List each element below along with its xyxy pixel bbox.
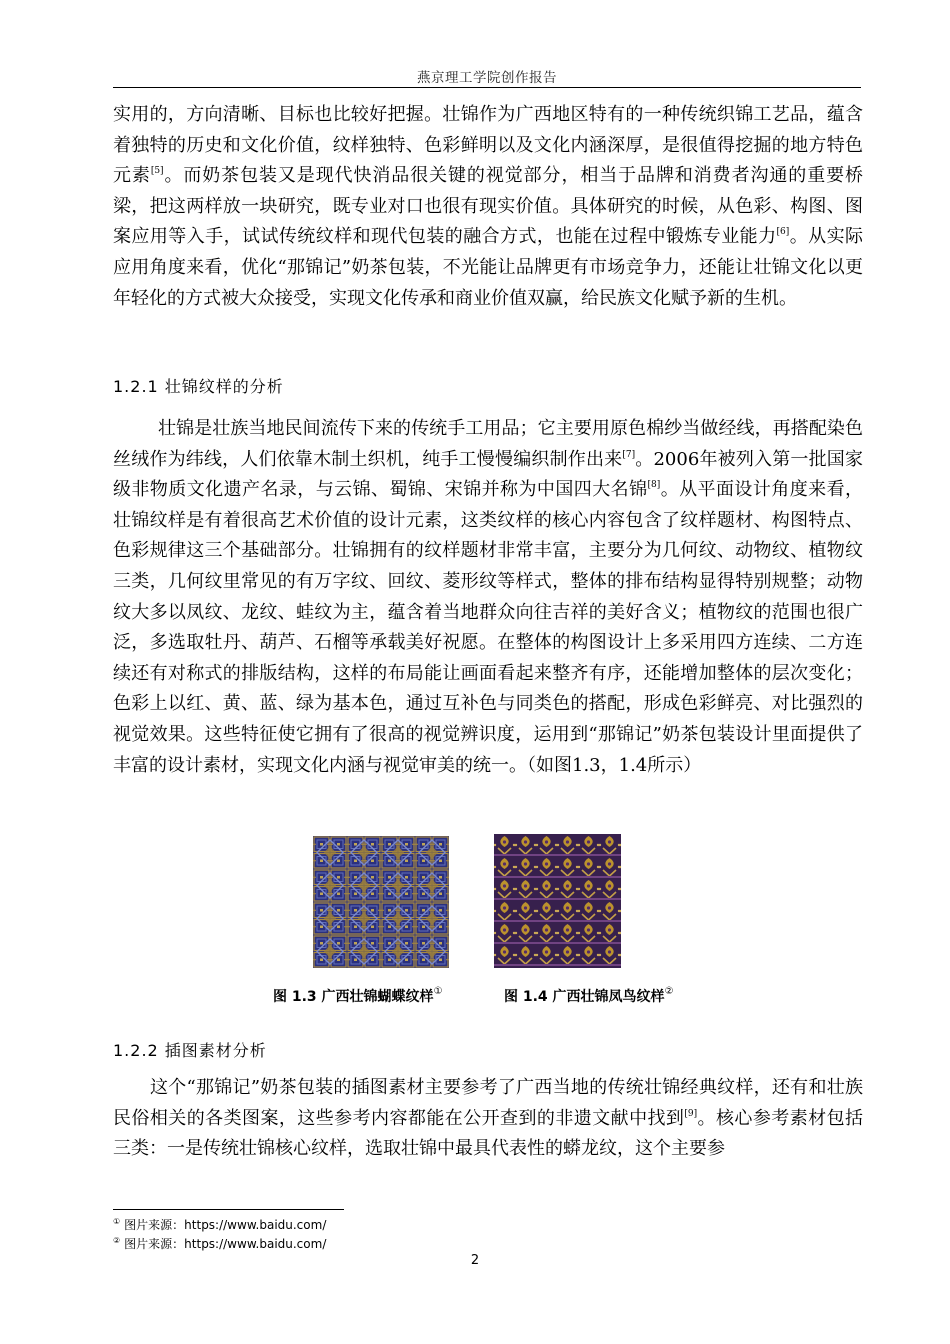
page-number: 2 xyxy=(470,1253,480,1268)
section-heading-1-2-1: 1.2.1 壮锦纹样的分析 xyxy=(113,377,284,396)
figure-1-4-footnote-mark: ② xyxy=(664,986,674,998)
paragraph-3 xyxy=(113,1073,863,1165)
figure-1-3-footnote-mark: ① xyxy=(433,986,443,998)
header-rule xyxy=(113,87,861,88)
footnote-2 xyxy=(113,1235,326,1252)
figure-phoenix-brocade-image xyxy=(494,834,621,968)
figure-1-3-caption-text: 图 1.3 广西壮锦蝴蝶纹样 xyxy=(273,989,434,1005)
paragraph-1-text-a: 实用的，方向清晰、目标也比较好把握。壮锦作为广西地区特有的一种传统织锦工艺品，蕴含着独特的历史和文化价值，纹样独特、色彩鲜明以及文化内涵深厚，是很值得挖掘的地方特色元素 xyxy=(113,104,863,187)
paragraph-3-text-a: 这个“那锦记”奶茶包装的插图素材主要参考了广西当地的传统壮锦经典纹样，还有和壮族民俗相关的各类图案，这些参考内容都能在公开查到的非遗文献中找到 xyxy=(113,1077,863,1129)
citation-7: [7] xyxy=(622,449,636,460)
footnote-rule xyxy=(113,1209,344,1210)
section-heading-1-2-2: 1.2.2 插图素材分析 xyxy=(113,1041,267,1060)
citation-8: [8] xyxy=(647,480,661,491)
paragraph-2-text-a: 壮锦是壮族当地民间流传下来的传统手工用品；它主要用原色棉纱当做经线，再搭配染色丝绒作为纬线，人们依靠木制土织机，纯手工慢慢编织制作出来 xyxy=(113,418,863,470)
footnote-1-mark: ① xyxy=(113,1217,121,1226)
footnote-2-text: 图片来源：https://www.baidu.com/ xyxy=(124,1237,327,1251)
citation-6: [6] xyxy=(776,227,790,238)
paragraph-2 xyxy=(113,414,863,781)
paragraph-1-text-b: 。而奶茶包装又是现代快消品很关键的视觉部分，相当于品牌和消费者沟通的重要桥梁，把这两样放一块研究，既专业对口也很有现实价值。具体研究的时候，从色彩、构图、图案应用等入手，试试传统纹样和现代包装的融合方式，也能在过程中锻炼专业能力 xyxy=(113,165,864,248)
footnote-2-mark: ② xyxy=(113,1236,121,1245)
citation-9: [9] xyxy=(684,1108,698,1119)
paragraph-1-text-c: 。从实际应用角度来看，优化“那锦记”奶茶包装，不光能让品牌更有市场竞争力，还能让壮锦文化以更年轻化的方式被大众接受，实现文化传承和商业价值双赢，给民族文化赋予新的生机。 xyxy=(113,226,864,309)
figure-1-3-caption xyxy=(273,986,443,1006)
butterfly-brocade-pattern xyxy=(313,836,449,968)
footnote-1-text: 图片来源：https://www.baidu.com/ xyxy=(124,1218,327,1232)
figure-1-4-caption xyxy=(504,986,674,1006)
figure-butterfly-brocade-image xyxy=(313,836,449,968)
paragraph-1 xyxy=(113,100,863,314)
citation-5: [5] xyxy=(150,166,164,177)
figure-1-4-caption-text: 图 1.4 广西壮锦凤鸟纹样 xyxy=(504,989,665,1005)
footnote-1 xyxy=(113,1216,326,1233)
paragraph-2-text-b: 。2006年被列入第一批国家级非物质文化遗产名录，与云锦、蜀锦、宋锦并称为中国四大名锦 xyxy=(113,448,863,501)
page-header: 燕京理工学院创作报告 xyxy=(417,70,557,86)
paragraph-2-text-c: 。从平面设计角度来看，壮锦纹样是有着很高艺术价值的设计元素，这类纹样的核心内容包含了纹样题材、构图特点、色彩规律这三个基础部分。壮锦拥有的纹样题材非常丰富，主要分为几何纹、动物纹、植物纹三类，几何纹里常见的有万字纹、回纹、菱形纹等样式，整体的排布结构显得特别规整；动物纹大多以凤纹、龙纹、蛙纹为主，蕴含着当地群众向往吉祥的美好含义；植物纹的范围也很广泛，多选取牡丹、葫芦、石榴等承载美好祝愿。在整体的构图设计上多采用四方连续、二方连续还有对称式的排版结构，这样的布局能让画面看起来整齐有序，还能增加整体的层次变化；色彩上以红、黄、蓝、绿为基本色，通过互补色与同类色的搭配，形成色彩鲜亮、对比强烈的视觉效果。这些特征使它拥有了很高的视觉辨识度，运用到“那锦记”奶茶包装设计里面提供了丰富的设计素材，实现文化内涵与视觉审美的统一。（如图1.3，1.4所示） xyxy=(113,479,864,776)
paragraph-3-text-b: 。核心参考素材包括三类：一是传统壮锦核心纹样，选取壮锦中最具代表性的蟒龙纹，这个主要参 xyxy=(113,1107,864,1160)
phoenix-brocade-pattern xyxy=(494,834,621,968)
